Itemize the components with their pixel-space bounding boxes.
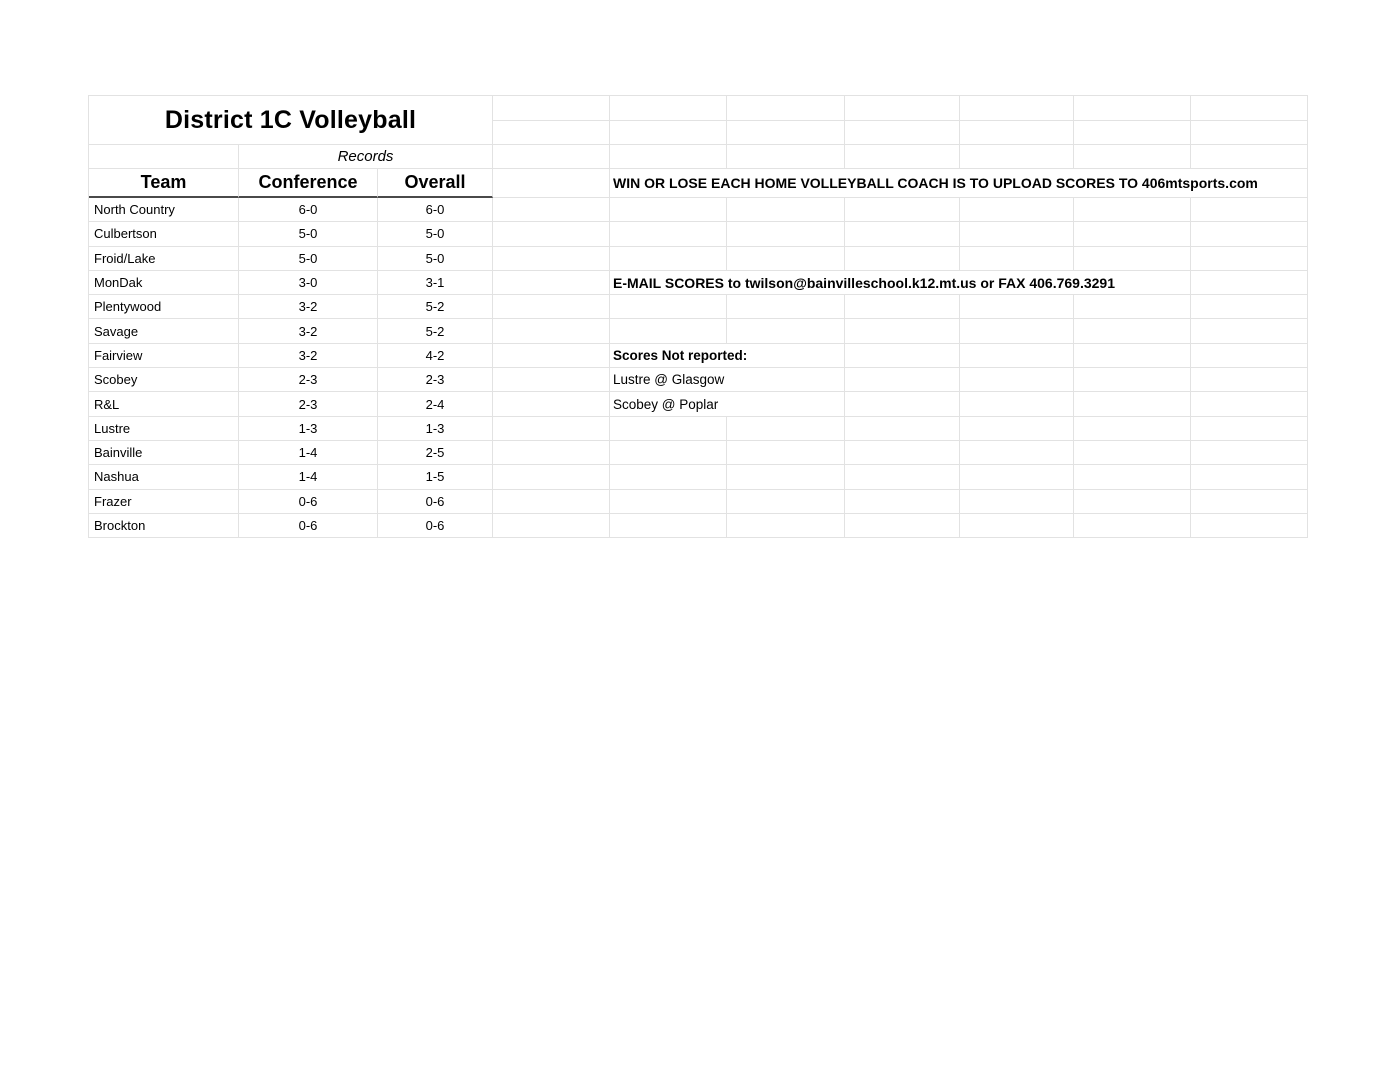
conference-record-cell: 3-0 — [239, 271, 378, 295]
empty-cell — [845, 247, 960, 271]
empty-cell — [1074, 392, 1191, 416]
empty-cell — [493, 145, 610, 169]
empty-cell — [1191, 514, 1308, 538]
conference-record-cell: 3-2 — [239, 344, 378, 368]
empty-cell — [727, 145, 845, 169]
upload-scores-notice: WIN OR LOSE EACH HOME VOLLEYBALL COACH IS TO UPLOAD SCORES TO 406mtsports.com — [610, 169, 1308, 198]
empty-cell — [845, 514, 960, 538]
overall-record-cell: 5-0 — [378, 222, 493, 246]
empty-cell — [960, 247, 1074, 271]
team-name-cell: R&L — [89, 392, 239, 416]
overall-record-cell: 5-2 — [378, 319, 493, 343]
empty-cell — [493, 169, 610, 198]
empty-cell — [493, 271, 610, 295]
conference-record-cell: 1-4 — [239, 465, 378, 489]
empty-cell — [1191, 96, 1308, 121]
overall-record-cell: 2-4 — [378, 392, 493, 416]
empty-cell — [727, 295, 845, 319]
empty-cell — [845, 465, 960, 489]
empty-cell — [610, 514, 727, 538]
empty-cell — [1074, 121, 1191, 145]
empty-cell — [1074, 514, 1191, 538]
column-header-conference: Conference — [239, 169, 378, 198]
empty-cell — [493, 392, 610, 416]
overall-record-cell: 3-1 — [378, 271, 493, 295]
empty-cell — [727, 121, 845, 145]
empty-cell — [727, 465, 845, 489]
empty-cell — [1191, 392, 1308, 416]
empty-cell — [1074, 417, 1191, 441]
team-name-cell: Froid/Lake — [89, 247, 239, 271]
empty-cell — [845, 417, 960, 441]
empty-cell — [610, 96, 727, 121]
empty-cell — [493, 465, 610, 489]
empty-cell — [610, 222, 727, 246]
empty-cell — [1191, 344, 1308, 368]
empty-cell — [960, 96, 1074, 121]
conference-record-cell: 3-2 — [239, 295, 378, 319]
empty-cell — [493, 319, 610, 343]
empty-cell — [1191, 368, 1308, 392]
empty-cell — [1191, 490, 1308, 514]
empty-cell — [960, 514, 1074, 538]
empty-cell — [845, 368, 960, 392]
conference-record-cell: 1-4 — [239, 441, 378, 465]
empty-cell — [1191, 247, 1308, 271]
empty-cell — [727, 441, 845, 465]
empty-cell — [610, 121, 727, 145]
empty-cell — [845, 344, 960, 368]
conference-record-cell: 2-3 — [239, 368, 378, 392]
team-name-cell: Brockton — [89, 514, 239, 538]
overall-record-cell: 1-5 — [378, 465, 493, 489]
empty-cell — [493, 490, 610, 514]
team-name-cell: Fairview — [89, 344, 239, 368]
records-subtitle: Records — [239, 145, 493, 169]
column-header-overall: Overall — [378, 169, 493, 198]
empty-cell — [493, 441, 610, 465]
empty-cell — [1191, 465, 1308, 489]
empty-cell — [1191, 319, 1308, 343]
empty-cell — [493, 295, 610, 319]
overall-record-cell: 2-5 — [378, 441, 493, 465]
empty-cell — [610, 247, 727, 271]
empty-cell — [960, 392, 1074, 416]
conference-record-cell: 6-0 — [239, 198, 378, 222]
empty-cell — [1074, 247, 1191, 271]
empty-cell — [845, 198, 960, 222]
team-name-cell: Nashua — [89, 465, 239, 489]
overall-record-cell: 5-2 — [378, 295, 493, 319]
empty-cell — [493, 514, 610, 538]
empty-cell — [610, 198, 727, 222]
empty-cell — [493, 417, 610, 441]
empty-cell — [493, 247, 610, 271]
empty-cell — [727, 198, 845, 222]
empty-cell — [1074, 145, 1191, 169]
empty-cell — [1191, 417, 1308, 441]
empty-cell — [960, 222, 1074, 246]
empty-cell — [1191, 271, 1308, 295]
team-name-cell: MonDak — [89, 271, 239, 295]
empty-cell — [845, 96, 960, 121]
empty-cell — [727, 247, 845, 271]
conference-record-cell: 0-6 — [239, 490, 378, 514]
team-name-cell: North Country — [89, 198, 239, 222]
overall-record-cell: 2-3 — [378, 368, 493, 392]
empty-cell — [493, 96, 610, 121]
empty-cell — [960, 417, 1074, 441]
empty-cell — [1191, 198, 1308, 222]
email-scores-notice: E-MAIL SCORES to twilson@bainvilleschool.k12.mt.us or FAX 406.769.3291 — [610, 271, 1191, 295]
conference-record-cell: 3-2 — [239, 319, 378, 343]
empty-cell — [727, 490, 845, 514]
empty-cell — [610, 465, 727, 489]
empty-cell — [1074, 198, 1191, 222]
overall-record-cell: 0-6 — [378, 514, 493, 538]
overall-record-cell: 6-0 — [378, 198, 493, 222]
empty-cell — [960, 145, 1074, 169]
overall-record-cell: 0-6 — [378, 490, 493, 514]
empty-cell — [960, 121, 1074, 145]
empty-cell — [727, 222, 845, 246]
empty-cell — [1074, 465, 1191, 489]
empty-cell — [727, 96, 845, 121]
empty-cell — [493, 121, 610, 145]
empty-cell — [1191, 295, 1308, 319]
empty-cell — [1074, 319, 1191, 343]
conference-record-cell: 1-3 — [239, 417, 378, 441]
empty-cell — [1191, 222, 1308, 246]
conference-record-cell: 2-3 — [239, 392, 378, 416]
team-name-cell: Frazer — [89, 490, 239, 514]
empty-cell — [845, 295, 960, 319]
empty-cell — [1074, 96, 1191, 121]
overall-record-cell: 4-2 — [378, 344, 493, 368]
empty-cell — [1074, 368, 1191, 392]
empty-cell — [845, 392, 960, 416]
empty-cell — [610, 441, 727, 465]
team-name-cell: Scobey — [89, 368, 239, 392]
empty-cell — [1074, 441, 1191, 465]
empty-cell — [610, 319, 727, 343]
conference-record-cell: 5-0 — [239, 222, 378, 246]
empty-cell — [845, 319, 960, 343]
empty-cell — [493, 344, 610, 368]
empty-cell — [1074, 222, 1191, 246]
empty-cell — [727, 319, 845, 343]
empty-cell — [1191, 121, 1308, 145]
empty-cell — [845, 222, 960, 246]
empty-cell — [845, 121, 960, 145]
empty-cell — [610, 295, 727, 319]
empty-cell — [493, 198, 610, 222]
team-name-cell: Bainville — [89, 441, 239, 465]
empty-cell — [727, 514, 845, 538]
team-name-cell: Culbertson — [89, 222, 239, 246]
empty-cell — [1074, 490, 1191, 514]
empty-cell — [960, 344, 1074, 368]
overall-record-cell: 5-0 — [378, 247, 493, 271]
not-reported-game: Lustre @ Glasgow — [610, 368, 845, 392]
empty-cell — [1191, 441, 1308, 465]
team-name-cell: Lustre — [89, 417, 239, 441]
empty-cell — [610, 490, 727, 514]
empty-cell — [1074, 295, 1191, 319]
empty-cell — [1074, 344, 1191, 368]
empty-cell — [1191, 145, 1308, 169]
empty-cell — [960, 319, 1074, 343]
empty-cell — [89, 145, 239, 169]
empty-cell — [845, 441, 960, 465]
empty-cell — [493, 368, 610, 392]
scores-not-reported-label: Scores Not reported: — [610, 344, 845, 368]
overall-record-cell: 1-3 — [378, 417, 493, 441]
not-reported-game: Scobey @ Poplar — [610, 392, 845, 416]
empty-cell — [727, 417, 845, 441]
team-name-cell: Savage — [89, 319, 239, 343]
standings-spreadsheet — [88, 95, 1308, 538]
column-header-team: Team — [89, 169, 239, 198]
empty-cell — [960, 490, 1074, 514]
team-name-cell: Plentywood — [89, 295, 239, 319]
empty-cell — [960, 465, 1074, 489]
empty-cell — [610, 145, 727, 169]
empty-cell — [960, 441, 1074, 465]
empty-cell — [493, 222, 610, 246]
empty-cell — [960, 198, 1074, 222]
sheet-title: District 1C Volleyball — [89, 96, 493, 145]
empty-cell — [610, 417, 727, 441]
empty-cell — [960, 295, 1074, 319]
empty-cell — [845, 145, 960, 169]
conference-record-cell: 0-6 — [239, 514, 378, 538]
conference-record-cell: 5-0 — [239, 247, 378, 271]
empty-cell — [960, 368, 1074, 392]
empty-cell — [845, 490, 960, 514]
